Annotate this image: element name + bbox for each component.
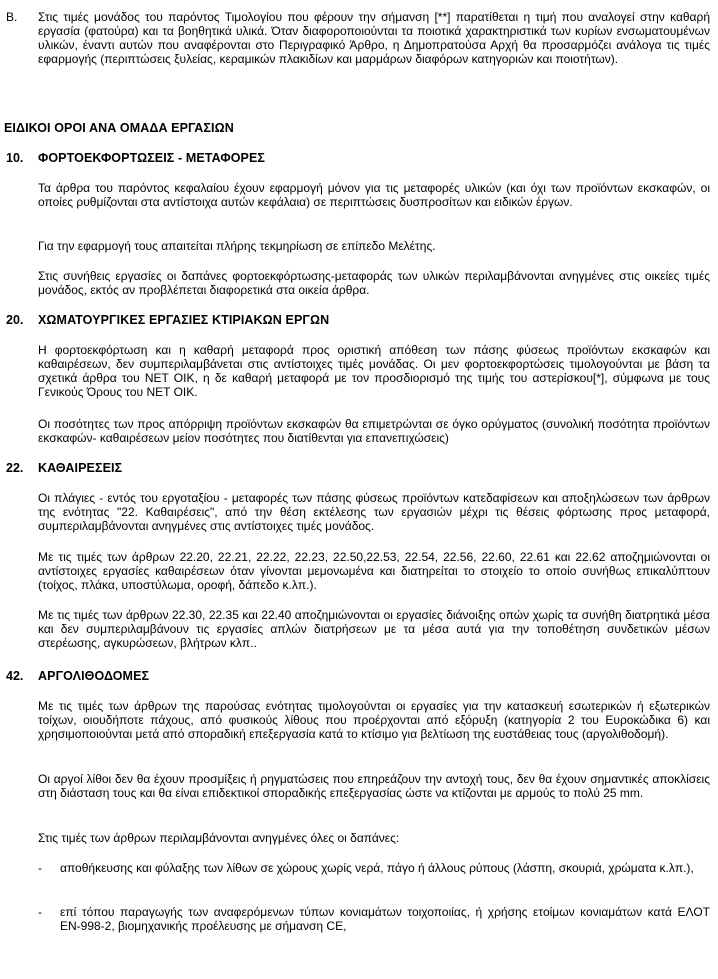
group-paragraph: Στις τιμές των άρθρων περιλαμβάνονται ανηγμένες όλες οι δαπάνες: xyxy=(38,831,400,845)
bullet-item: αποθήκευσης και φύλαξης των λίθων σε χώρους χωρίς νερά, πάγο ή άλλους ρύπους (λάσπη, σκουριά, χρώματα κ.λπ.), xyxy=(60,861,694,875)
group-title: ΑΡΓΟΛΙΘΟΔΟΜΕΣ xyxy=(38,669,150,683)
group-paragraph: Οι αργοί λίθοι δεν θα έχουν προσμίξεις ή ρηγματώσεις που επηρεάζουν την αντοχή τους, δεν θα έχουν σημαντικές αποκλίσεις στη διάσταση τους και θα είναι επιδεκτικοί σποραδικής επεξεργασίας ώστε να κτίζονται με αρμούς το πολύ 25 mm. xyxy=(38,772,710,800)
group-number: 42. xyxy=(6,669,24,683)
intro-paragraph: Στις τιμές μονάδος του παρόντος Τιμολογίου που φέρουν την σήμανση [**] παρατίθεται η τιμή που αναλογεί στην καθαρή εργασία (φατούρα) και τα βοηθητικά υλικά. Όταν διαφοροποιούνται τα ποιοτικά χαρακτηριστικά των κυρίων ενσωματουμένων υλικών, έναντι αυτών που αναφέρονται στο Περιγραφικό Άρθρο, η Δημοπρατούσα Αρχή θα προσαρμόζει ανάλογα τις τιμές εφαρμογής (περιπτώσεις ξυλείας, κεραμικών πλακιδίων και μαρμάρων διαφόρων κατηγοριών και ποιοτήτων). xyxy=(38,10,710,66)
group-paragraph: Για την εφαρμογή τους απαιτείται πλήρης τεκμηρίωση σε επίπεδο Μελέτης. xyxy=(38,239,436,253)
group-title: ΧΩΜΑΤΟΥΡΓΙΚΕΣ ΕΡΓΑΣΙΕΣ ΚΤΙΡΙΑΚΩΝ ΕΡΓΩΝ xyxy=(38,313,330,327)
group-number: 22. xyxy=(6,461,24,475)
group-number: 10. xyxy=(6,151,24,165)
group-paragraph: Στις συνήθεις εργασίες οι δαπάνες φορτοεκφόρτωσης-μεταφοράς των υλικών περιλαμβάνονται ανηγμένες στις οικείες τιμές μονάδος, εκτός αν προβλέπεται διαφορετικά στα οικεία άρθρα. xyxy=(38,269,710,297)
group-paragraph: Με τις τιμές των άρθρων 22.30, 22.35 και 22.40 αποζημιώνονται οι εργασίες διάνοιξης οπών χωρίς τα συνήθη διατρητικά μέσα και δεν συμπεριλαμβάνουν τις εργασίες απλών διατρήσεων με τα μέσα αυτά για την τοποθέτηση συνδετικών μέσων στερέωσης, αγκυρώσεων, βλήτρων κλπ.. xyxy=(38,608,710,650)
group-title: ΚΑΘΑΙΡΕΣΕΙΣ xyxy=(38,461,123,475)
section-title: ΕΙΔΙΚΟΙ ΟΡΟΙ ΑΝΑ ΟΜΑΔΑ ΕΡΓΑΣΙΩΝ xyxy=(4,121,234,135)
group-paragraph: Τα άρθρα του παρόντος κεφαλαίου έχουν εφαρμογή μόνον για τις μεταφορές υλικών (και όχι των προϊόντων εκσκαφών, οι οποίες ρυθμίζονται στα αντίστοιχα αυτών κεφάλαια) σε περιπτώσεις δυσπροσίτων και ειδικών έργων. xyxy=(38,181,710,209)
bullet-item: επί τόπου παραγωγής των αναφερόμενων τύπων κονιαμάτων τοιχοποιίας, ή χρήσης ετοίμων κονιαμάτων κατά ΕΛΟΤ ΕΝ-998-2, βιομηχανικής προέλευσης με σήμανση CE, xyxy=(60,905,710,933)
intro-label: B. xyxy=(6,10,18,24)
group-paragraph: Οι ποσότητες των προς απόρριψη προϊόντων εκσκαφών θα επιμετρώνται σε όγκο ορύγματος (συνολική ποσότητα προϊόντων εκσκαφών- καθαιρέσεων μείον ποσότητες που διατίθενται για επανεπιχώσεις) xyxy=(38,417,710,445)
group-paragraph: Με τις τιμές των άρθρων 22.20, 22.21, 22.22, 22.23, 22.50,22.53, 22.54, 22.56, 22.60, 22.61 και 22.62 αποζημιώνονται οι αντίστοιχες εργασίες καθαιρέσεων όταν γίνονται μεμονωμένα και διατηρείται το στοιχείο το οποίο συνήθως επικαλύπτουν (τοίχος, πλάκα, υποστύλωμα, οροφή, δάπεδο κ.λπ.). xyxy=(38,550,710,592)
group-paragraph: Οι πλάγιες - εντός του εργοταξίου - μεταφορές των πάσης φύσεως προϊόντων κατεδαφίσεων και αποξηλώσεων των άρθρων της ενότητας "22. Καθαιρέσεις", από την θέση εκτέλεσης των εργασιών μέχρι τις θέσεις φόρτωσης προς μεταφορά, συμπεριλαμβάνονται ανηγμένες στις αντίστοιχες τιμές μονάδος. xyxy=(38,491,710,533)
bullet-marker: - xyxy=(38,905,42,919)
group-title: ΦΟΡΤΟΕΚΦΟΡΤΩΣΕΙΣ - ΜΕΤΑΦΟΡΕΣ xyxy=(38,151,266,165)
group-paragraph: Με τις τιμές των άρθρων της παρούσας ενότητας τιμολογούνται οι εργασίες για την κατασκευή εσωτερικών ή εξωτερικών τοίχων, οιουδήποτε πάχους, από φυσικούς λίθους που προέρχονται από εξόρυξη (κατηγορία 2 του Ευροκώδικα 6) και χρησιμοποιούνται μετά από σποραδική επεξεργασία κατά το κτίσιμο για βελτίωση της ευστάθειας τους (αργολιθοδομή). xyxy=(38,699,710,741)
bullet-marker: - xyxy=(38,861,42,875)
group-paragraph: Η φορτοεκφόρτωση και η καθαρή μεταφορά προς οριστική απόθεση των πάσης φύσεως προϊόντων εκσκαφών και καθαιρέσεων, δεν συμπεριλαμβάνεται στις αντίστοιχες τιμές μονάδας. Οι μεν φορτοεκφορτώσεις τιμολογούνται με βάση τα σχετικά άρθρα του ΝΕΤ ΟΙΚ, η δε καθαρή μεταφορά με τον προσδιορισμό της τιμής του αστερίσκου[*], σύμφωνα με τους Γενικούς Όρους του ΝΕΤ ΟΙΚ. xyxy=(38,343,710,399)
group-number: 20. xyxy=(6,313,24,327)
